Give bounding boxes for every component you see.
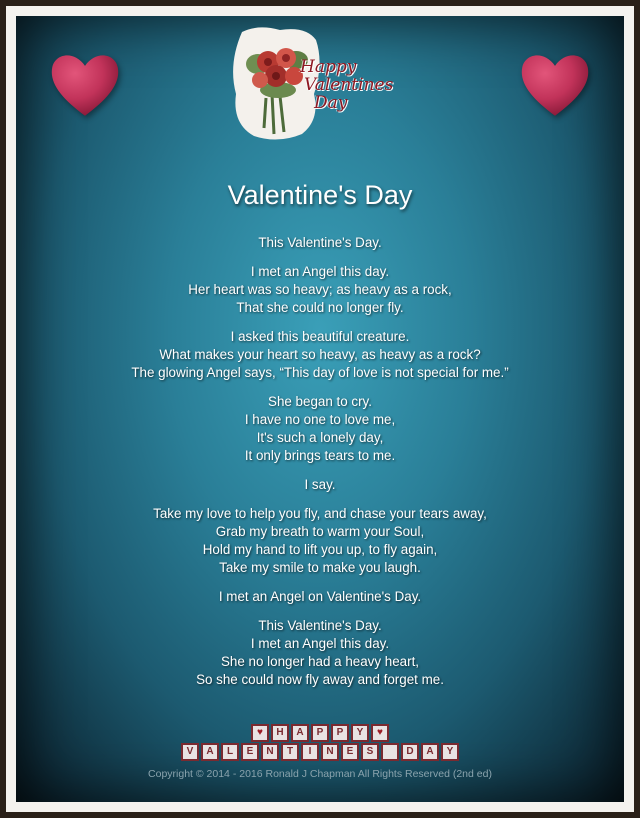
poem-body <box>16 234 624 700</box>
tile: E <box>341 743 359 761</box>
tile: L <box>221 743 239 761</box>
poem-line: She began to cry. <box>268 394 372 409</box>
tile: A <box>291 724 309 742</box>
tile <box>381 743 399 761</box>
tile: H <box>271 724 289 742</box>
poem-line: She no longer had a heavy heart, <box>220 654 420 669</box>
poem-title: Valentine's Day <box>227 180 413 210</box>
poem-line: I met an Angel this day. <box>250 264 390 279</box>
frame-mat <box>6 6 634 812</box>
tile: P <box>331 724 349 742</box>
poem-line: So she could now fly away and forget me. <box>196 672 444 687</box>
tile: D <box>401 743 419 761</box>
script-line-1: Happy <box>300 57 357 77</box>
poem-line: I met an Angel on Valentine's Day. <box>218 589 422 604</box>
happy-tiles-row <box>16 724 624 742</box>
tile: P <box>311 724 329 742</box>
heart-right-icon <box>516 44 594 122</box>
heart-left-icon <box>46 44 124 122</box>
tile: Y <box>441 743 459 761</box>
poem-line: Grab my breath to warm your Soul, <box>215 524 425 539</box>
tile: T <box>281 743 299 761</box>
valentines-day-tiles-row <box>16 743 624 761</box>
happy-valentines-day-script <box>300 58 393 112</box>
poem-line: Take my love to help you fly, and chase your tears away, <box>153 506 487 521</box>
poem-line: It only brings tears to me. <box>244 448 396 463</box>
stanza-6 <box>16 505 624 577</box>
tile: ♥ <box>371 724 389 742</box>
tile: I <box>301 743 319 761</box>
tile: S <box>361 743 379 761</box>
stanza-1 <box>16 234 624 252</box>
poem-line: Take my smile to make you laugh. <box>219 560 421 575</box>
poem-line: Hold my hand to lift you up, to fly again, <box>202 542 438 557</box>
stanza-8 <box>16 617 624 689</box>
poem-line: I have no one to love me, <box>244 412 396 427</box>
poem-line: This Valentine's Day. <box>258 235 382 250</box>
stanza-7 <box>16 588 624 606</box>
stanza-4 <box>16 393 624 465</box>
poem-line: That she could no longer fly. <box>236 300 404 315</box>
stanza-5 <box>16 476 624 494</box>
script-line-2: Valentines <box>304 75 394 95</box>
tile: N <box>261 743 279 761</box>
tile: A <box>201 743 219 761</box>
tile: ♥ <box>251 724 269 742</box>
poem-line: The glowing Angel says, “This day of love is not special for me.” <box>131 365 509 380</box>
poem-line: I say. <box>304 477 336 492</box>
poem-line: It's such a lonely day, <box>256 430 384 445</box>
poem-line: I met an Angel this day. <box>250 636 390 651</box>
copyright-notice: Copyright © 2014 - 2016 Ronald J Chapman All Rights Reserved (2nd ed) <box>148 768 492 780</box>
script-line-3: Day <box>314 93 348 113</box>
poem-line: I asked this beautiful creature. <box>230 329 410 344</box>
stanza-3 <box>16 328 624 382</box>
tile: A <box>421 743 439 761</box>
tile: N <box>321 743 339 761</box>
tile: V <box>181 743 199 761</box>
tile: E <box>241 743 259 761</box>
poem-line: This Valentine's Day. <box>258 618 382 633</box>
poem-line: What makes your heart so heavy, as heavy as a rock? <box>159 347 481 362</box>
tile: Y <box>351 724 369 742</box>
poem-canvas <box>16 16 624 802</box>
stanza-2 <box>16 263 624 317</box>
valentine-header-art <box>228 24 418 154</box>
poem-line: Her heart was so heavy; as heavy as a rock, <box>188 282 452 297</box>
